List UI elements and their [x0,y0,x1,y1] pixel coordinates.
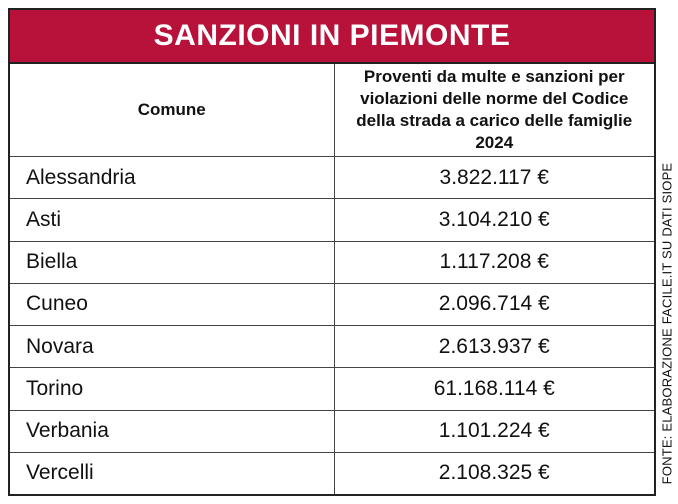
table-title: SANZIONI IN PIEMONTE [10,10,654,64]
cell-comune: Asti [10,199,334,241]
table-row [10,283,654,325]
cell-comune: Torino [10,368,334,410]
table-row [10,199,654,241]
table-row [10,368,654,410]
cell-valore: 1.101.224 € [334,410,654,452]
header-row [10,64,654,157]
source-note [658,158,676,488]
table-row [10,452,654,494]
cell-valore: 3.822.117 € [334,157,654,199]
source-text: FONTE: ELABORAZIONE FACILE.IT SU DATI SIOPE [659,162,675,484]
cell-valore: 1.117.208 € [334,241,654,283]
cell-valore: 3.104.210 € [334,199,654,241]
table-row [10,157,654,199]
cell-valore: 61.168.114 € [334,368,654,410]
cell-valore: 2.108.325 € [334,452,654,494]
cell-comune: Verbania [10,410,334,452]
table-row [10,241,654,283]
column-header-comune: Comune [10,64,334,157]
cell-valore: 2.096.714 € [334,283,654,325]
cell-comune: Cuneo [10,283,334,325]
table-row [10,410,654,452]
column-header-proventi: Proventi da multe e sanzioni per violazioni delle norme del Codice della strada a carico delle famiglie 2024 [334,64,654,157]
table-card [8,8,656,496]
cell-comune: Vercelli [10,452,334,494]
cell-comune: Alessandria [10,157,334,199]
table-row [10,326,654,368]
sanctions-table [10,64,654,494]
cell-comune: Novara [10,326,334,368]
cell-valore: 2.613.937 € [334,326,654,368]
cell-comune: Biella [10,241,334,283]
